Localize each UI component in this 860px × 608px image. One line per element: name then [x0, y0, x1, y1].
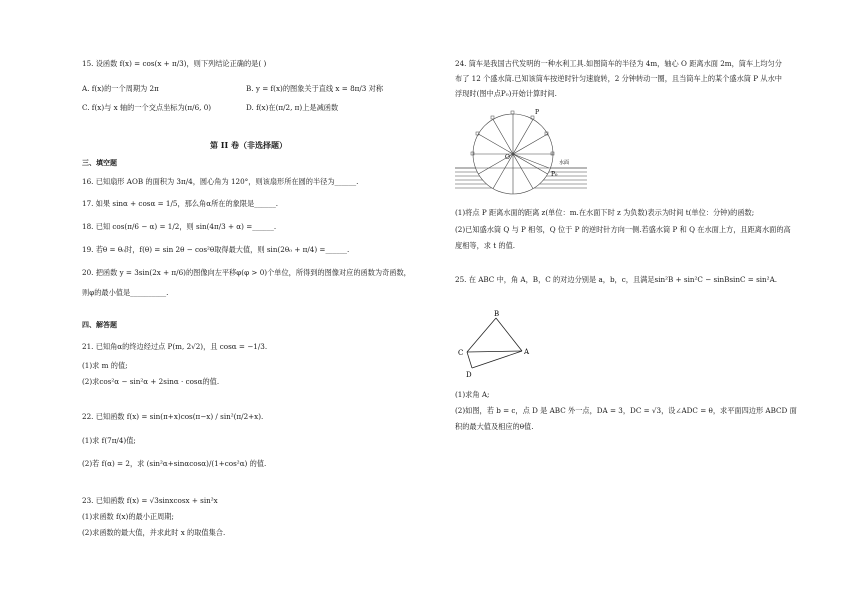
q22-part1: (1)求 f(7π/4)值;	[82, 436, 136, 445]
q25-part2-line1: (2)如图，若 b = c，点 D 是 ABC 外一点，DA = 3，DC = √3，设∠ADC = θ，求平面四边形 ABCD 面	[455, 406, 797, 415]
q16: 16. 已知扇形 AOB 的面积为 3π/4，圆心角为 120°，则该扇形所在圆的半径为______.	[82, 177, 359, 186]
q24-part1: (1)将点 P 距离水面的距离 z(单位：m.在水面下时 z 为负数)表示为时间 t(单位：分钟)的函数;	[455, 208, 755, 217]
water-wheel-figure	[455, 102, 595, 202]
q17: 17. 如果 sinα + cosα = 1/5，那么角α所在的象限是______.	[82, 199, 279, 208]
label-p0: P₀	[551, 171, 558, 178]
q25-part2-line2: 积的最大值及相应的θ值.	[455, 422, 534, 431]
solve-section-title: 四、解答题	[82, 321, 117, 329]
q18: 18. 已知 cos(π/6 − α) = 1/2，则 sin(4π/3 + α) =______.	[82, 222, 277, 231]
quadrilateral-figure	[448, 306, 548, 384]
q24-part2-line2: 度相等，求 t 的值.	[455, 241, 516, 250]
label-c: C	[458, 349, 464, 357]
label-d: D	[466, 371, 472, 379]
label-p: P	[535, 109, 540, 116]
q20-line2: 则φ的最小值是__________.	[82, 288, 169, 297]
part2-title: 第 II 卷（非选择题）	[210, 140, 288, 150]
label-o: O	[505, 154, 510, 161]
q24-line2: 布了 12 个盛水筒.已知该筒车按逆时针匀速旋转，2 分钟转动一圈，且当筒车上的某个盛水筒 P 从水中	[455, 74, 782, 83]
q21-part2: (2)求cos²α − sin²α + 2sinα · cosα的值.	[82, 377, 220, 386]
q15-option-b: B. y = f(x)的图象关于直线 x = 8π/3 对称	[246, 84, 384, 93]
q15-option-d: D. f(x)在(π/2, π)上是减函数	[246, 103, 339, 112]
q19: 19. 若θ = θ₀时，f(θ) = sin 2θ − cos²θ取得最大值，则 sin(2θ₀ + π/4) =______.	[82, 245, 350, 254]
q15-stem: 15. 设函数 f(x) = cos(x + π/3)，则下列结论正确的是( )	[82, 59, 267, 68]
q15-option-c: C. f(x)与 x 轴的一个交点坐标为(π/6, 0)	[82, 103, 212, 112]
q23-part1: (1)求函数 f(x)的最小正周期;	[82, 512, 174, 521]
q23-part2: (2)求函数的最大值，并求此时 x 的取值集合.	[82, 528, 226, 537]
q15-option-a: A. f(x)的一个周期为 2π	[82, 84, 159, 93]
q25-part1: (1)求角 A;	[455, 390, 490, 399]
label-a: A	[524, 348, 530, 356]
fill-section-title: 三、填空题	[82, 159, 117, 167]
q20-line1: 20. 把函数 y = 3sin(2x + π/6)的图像向左平移φ(φ > 0)个单位，所得到的图像对应的函数为奇函数，	[82, 268, 411, 277]
q23-stem: 23. 已知函数 f(x) = √3sinxcosx + sin²x	[82, 496, 218, 505]
q24-line1: 24. 筒车是我国古代发明的一种水利工具.如图筒车的半径为 4m，轴心 O 距离水面 2m，筒车上均匀分	[455, 59, 782, 68]
q21-stem: 21. 已知角α的终边经过点 P(m, 2√2)，且 cosα = −1/3.	[82, 342, 268, 351]
label-water: 水面	[559, 160, 570, 166]
label-b: B	[494, 310, 500, 318]
q24-part2-line1: (2)已知盛水筒 Q 与 P 相邻，Q 位于 P 的逆时针方向一侧.若盛水筒 P 和 Q 在水面上方，且距离水面的高	[455, 225, 791, 234]
q24-line3: 浮现时(图中点P₀)开始计算时间.	[455, 89, 557, 98]
q25-stem: 25. 在 ABC 中，角 A，B，C 的对边分别是 a，b，c，且满足sin²B + sin²C − sinBsinC = sin²A.	[455, 275, 778, 284]
q21-part1: (1)求 m 的值;	[82, 361, 128, 370]
q22-part2: (2)若 f(α) = 2，求 (sin²α+sinαcosα)/(1+cos²α) 的值.	[82, 459, 267, 468]
q22-stem: 22. 已知函数 f(x) = sin(π+x)cos(π−x) / sin²(π/2+x).	[82, 412, 264, 421]
